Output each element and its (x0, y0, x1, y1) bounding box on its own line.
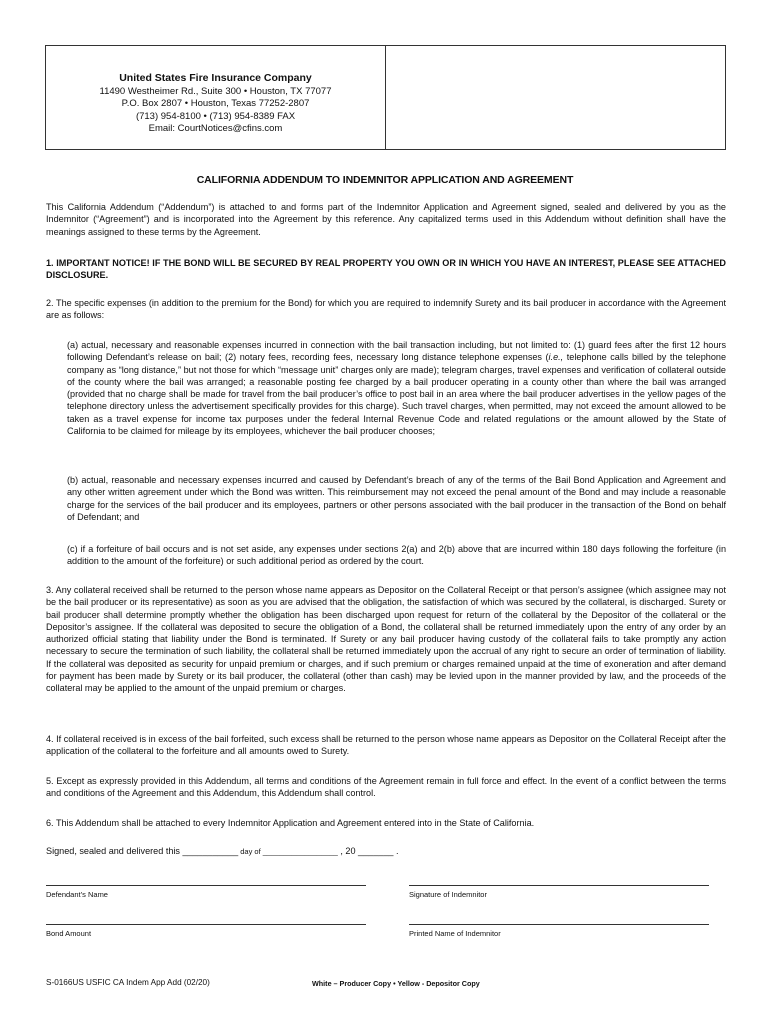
printed-name-label: Printed Name of Indemnitor (409, 929, 501, 938)
section-2a (67, 339, 726, 437)
section-1: 1. IMPORTANT NOTICE! IF THE BOND WILL BE SECURED BY REAL PROPERTY YOU OWN OR IN WHICH YOU HAVE AN INTEREST, PLEASE SEE ATTACHED DISCLOSURE. (46, 258, 726, 281)
copy-distribution: White – Producer Copy • Yellow - Depositor Copy (312, 979, 480, 988)
defendant-name-line[interactable] (46, 885, 366, 886)
header-box (45, 45, 726, 150)
signature-label: Signature of Indemnitor (409, 890, 487, 899)
defendant-name-label: Defendant’s Name (46, 890, 108, 899)
section-2b: (b) actual, reasonable and necessary expenses incurred and caused by Defendant’s breach of any of the terms of the Bail Bond Application and Agreement and any other written agreement under which the Bond was written. This reimbursement may not exceed the penal amount of the Bond and may include a reasonable charge for the services of the bail producer and its employees, partners or other persons associated with the bail producer in the transaction of the Bond on behalf of Defendant; and (67, 475, 726, 522)
section-2a-text-1: (a) actual, necessary and reasonable expenses incurred in connection with the bail transaction including, but not limited to: (1) guard fees after the first 12 hours following Defendant’s release on bail; (2) notary fees, recording fees, necessary long distance telephone expenses ( (67, 340, 726, 363)
form-id: S-0166US USFIC CA Indem App Add (02/20) (46, 978, 210, 987)
company-address-2: P.O. Box 2807 • Houston, Texas 77252-2807 (121, 98, 310, 110)
printed-name-line[interactable] (409, 924, 709, 925)
signed-year: , 20 _______ . (337, 846, 399, 856)
section-2: 2. The specific expenses (in addition to the premium for the Bond) for which you are required to indemnify Surety and its bail producer in accordance with the Agreement are as follows: (46, 298, 726, 321)
company-phone: (713) 954-8100 • (713) 954-8389 FAX (135, 110, 296, 122)
company-address-1: 11490 Westheimer Rd., Suite 300 • Houston, TX 77077 (99, 86, 332, 98)
intro-paragraph: This California Addendum (“Addendum”) is attached to and forms part of the Indemnitor Application and Agreement signed, sealed and delivered by you as the Indemnitor (“Agreement”) and is incorporated into the Agreement by this reference. Any capitalized terms used in this Addendum without definition shall have the meanings assigned to these terms by the Agreement. (46, 202, 726, 237)
section-2c: (c) if a forfeiture of bail occurs and is not set aside, any expenses under sections 2(a) and 2(b) above that are incurred within 180 days following the forfeiture (in addition to the amount of the forfeiture) or such additional period as ordered by the court. (67, 544, 726, 567)
bond-amount-line[interactable] (46, 924, 366, 925)
section-5: 5. Except as expressly provided in this Addendum, all terms and conditions of the Agreement remain in full force and effect. In the event of a conflict between the terms and conditions of the Agreement and this Addendum, this Addendum shall control. (46, 776, 726, 799)
section-3: 3. Any collateral received shall be returned to the person whose name appears as Depositor on the Collateral Receipt or that person’s assignee (which assignee may not be the bail producer or its representative) as soon as you are advised that the obligation, the satisfaction of which was secured by the collateral, is discharged. Surety or bail producer shall determine promptly whether the obligation has been discharged upon request for return of the collateral by the Depositor of the collateral or the Depositor’s assignee. If the collateral was deposited to secure the obligation of a Bond, the collateral shall be returned immediately upon the entry of any order by an authorized official stating that liability under the Bond is terminated. If Surety or any bail producer having custody of the collateral fails to take promptly any action necessary to secure the termination of such liability, the collateral shall be returned immediately upon the accrual of any right to secure an order of termination of liability. If the collateral was deposited as security for unpaid premium or charges, and if such premium or charges remained unpaid at the time of exoneration and after demand for payment has been made by Surety or its bail producer, the collateral (other than cash) may be levied upon in the manner provided by law, and the proceeds of the collateral may be applied to the amount of the unpaid premium or charges. (46, 585, 726, 694)
signed-day: day of __________________ (238, 847, 338, 856)
signed-lead: Signed, sealed and delivered this ___________ (46, 846, 239, 856)
section-6: 6. This Addendum shall be attached to every Indemnitor Application and Agreement entered into in the State of California. (46, 818, 535, 828)
section-2a-text-2: telephone calls billed by the telephone company as “long distance,” but not those for which “message unit” charges only are made); telegram charges, travel expenses and verification of collateral outside of the county where the bail was arranged; a reasonable posting fee charged by a bail producer operating in a county other than where the bail was arranged (provided that no charge shall be made for travel from the bail producer’s office to post bail in an area where the bail producer advertises in the yellow pages of the telephone directory unless the advertisement specifically provides for this charge). Such travel charges, when permitted, may not exceed the amount allowed to be taken as a travel expense for income tax purposes under the federal Internal Revenue Code and related regulations or the amount allowed by the State of California to be claimed for mileage by its employees, whichever the bail producer chooses; (67, 352, 726, 437)
bond-amount-label: Bond Amount (46, 929, 92, 938)
company-email: Email: CourtNotices@cfins.com (148, 122, 283, 134)
company-block (46, 46, 386, 149)
section-2a-ie: i.e., (548, 352, 564, 363)
section-4: 4. If collateral received is in excess of the bail forfeited, such excess shall be returned to the person whose name appears as Depositor on the Collateral Receipt after the application of the collateral to the forfeiture and all amounts owed to Surety. (46, 734, 726, 757)
signed-line (46, 845, 726, 858)
signature-line[interactable] (409, 885, 709, 886)
document-title: CALIFORNIA ADDENDUM TO INDEMNITOR APPLICATION AND AGREEMENT (196, 174, 574, 186)
company-name: United States Fire Insurance Company (119, 72, 312, 84)
